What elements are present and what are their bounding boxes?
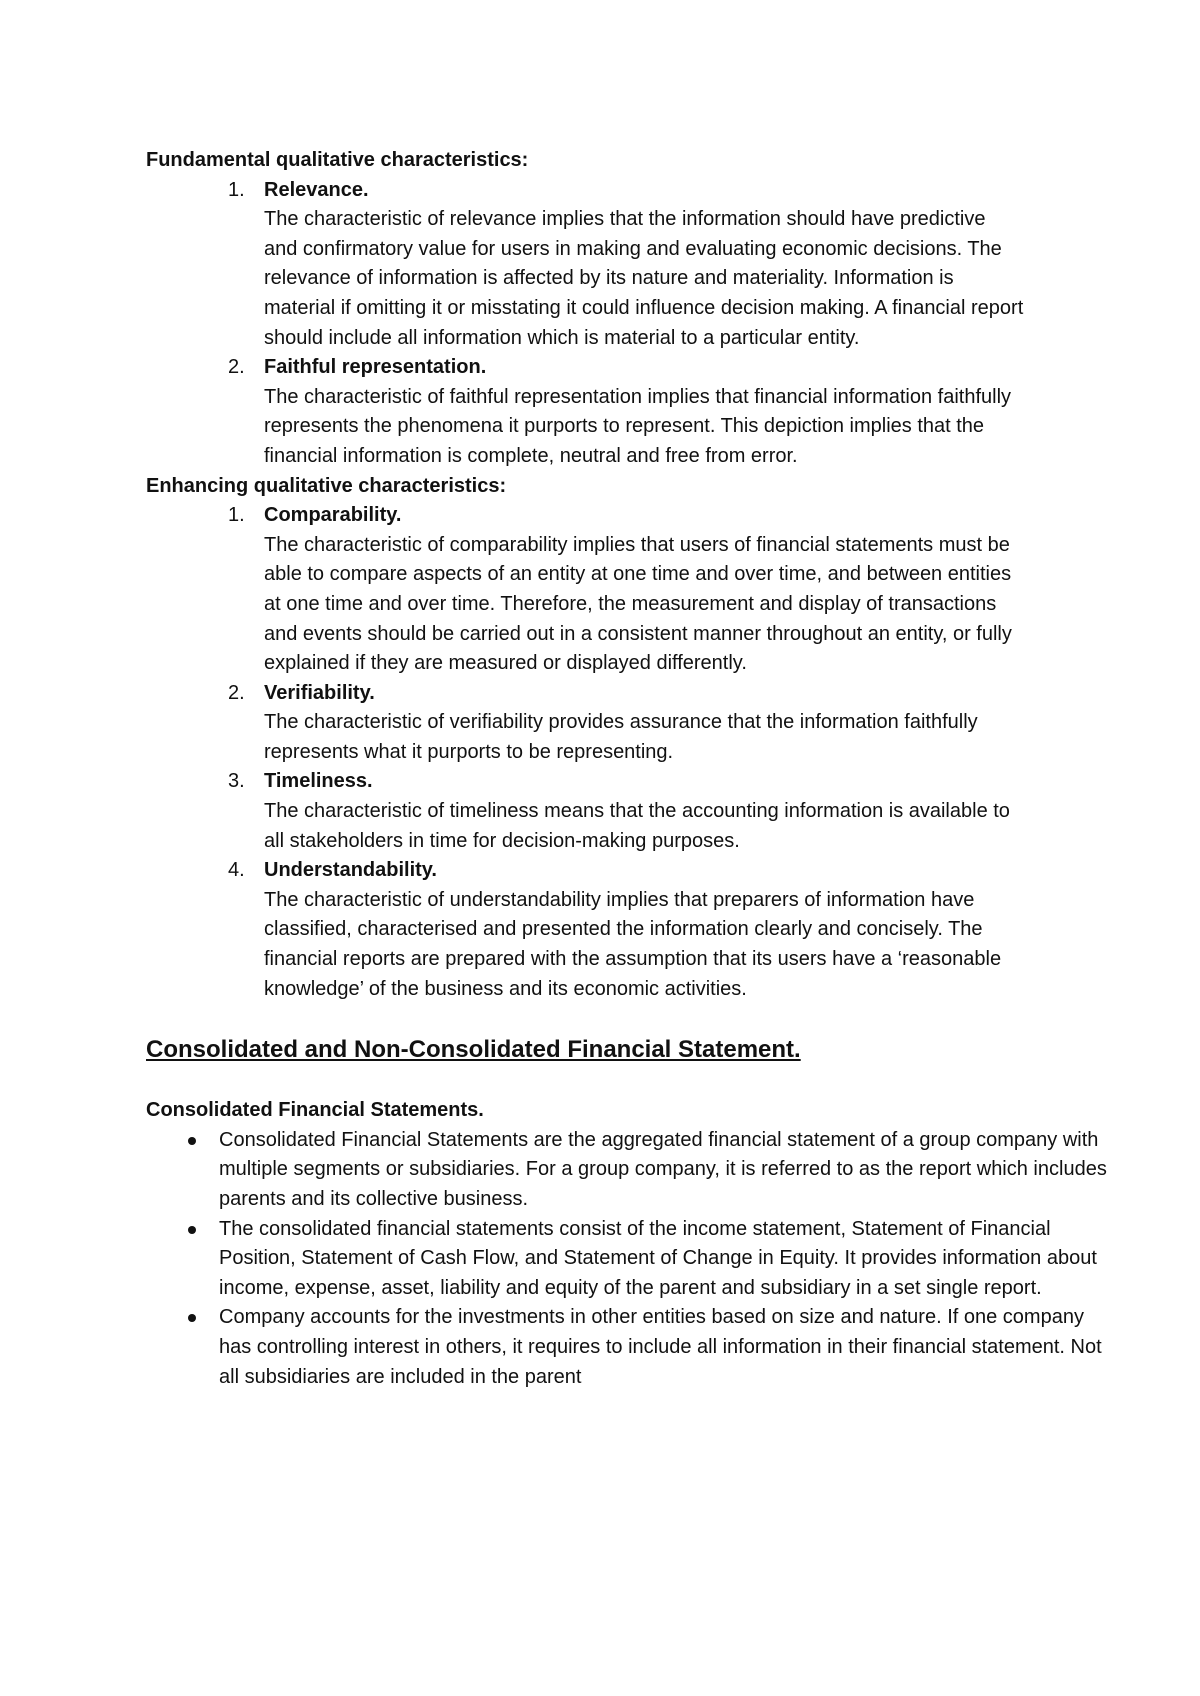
bullet-item	[146, 1126, 1119, 1215]
enhancing-heading: Enhancing qualitative characteristics:	[146, 474, 507, 497]
list-item-body: The characteristic of understandability implies that preparers of information have classified, characterised and presented the information clearly and concisely. The financial reports are prepared with the assumption that its users have a ‘reasonable knowledge’ of the business and its economic activities.	[264, 888, 1002, 1000]
bullet-icon	[188, 1314, 196, 1322]
list-item-number: 2.	[228, 356, 245, 379]
enhancing-list	[146, 501, 1086, 1004]
fundamental-heading: Fundamental qualitative characteristics:	[146, 149, 529, 171]
bullet-item	[146, 1303, 1119, 1392]
fundamental-list	[146, 176, 1086, 472]
list-item-number: 3.	[228, 770, 245, 793]
list-item-body: The characteristic of comparability implies that users of financial statements must be able to compare aspects of an entity at one time and over time, and between entities at one time and over time. Therefore, the measurement and display of transactions and events should be carried out in a consistent manner throughout an entity, or fully explained if they are measured or displayed differently.	[264, 533, 1012, 675]
list-item-body: The characteristic of timeliness means that the accounting information is available to all stakeholders in time for decision-making purposes.	[264, 800, 1010, 852]
list-item-title: Timeliness.	[264, 770, 373, 793]
list-item	[146, 679, 1086, 768]
list-item-number: 1.	[228, 178, 245, 201]
list-item-title: Faithful representation.	[264, 356, 487, 379]
bullet-text: Consolidated Financial Statements are the aggregated financial statement of a group company with multiple segments or subsidiaries. For a group company, it is referred to as the report which includes parents and its collective business.	[219, 1128, 1107, 1210]
list-item	[146, 176, 1086, 354]
bullet-icon	[188, 1137, 196, 1145]
list-item-body: The characteristic of relevance implies that the information should have predictive and confirmatory value for users in making and evaluating economic decisions. The relevance of information is affected by its nature and materiality. Information is material if omitting it or misstating it could influence decision making. A financial report should include all information which is material to a particular entity.	[264, 208, 1024, 349]
consolidated-heading: Consolidated Financial Statements.	[146, 1099, 484, 1122]
list-item-body: The characteristic of verifiability provides assurance that the information faithfully represents what it purports to be representing.	[264, 711, 978, 763]
document-content	[146, 146, 1107, 1392]
section-title: Consolidated and Non-Consolidated Financial Statement.	[146, 1036, 801, 1064]
list-item-title: Relevance.	[264, 178, 369, 201]
list-item-number: 1.	[228, 504, 245, 527]
list-item-number: 4.	[228, 859, 245, 882]
list-item-body: The characteristic of faithful representation implies that financial information faithfully represents the phenomena it purports to represent. This depiction implies that the financial information is complete, neutral and free from error.	[264, 385, 1012, 467]
list-item-number: 2.	[228, 681, 245, 704]
list-item-title: Comparability.	[264, 504, 402, 527]
list-item-title: Verifiability.	[264, 681, 375, 704]
consolidated-bullet-list	[146, 1126, 1107, 1392]
bullet-text: The consolidated financial statements consist of the income statement, Statement of Financial Position, Statement of Cash Flow, and Statement of Change in Equity. It provides information about income, expense, asset, liability and equity of the parent and subsidiary in a set single report.	[219, 1217, 1097, 1299]
list-item	[146, 856, 1086, 1004]
list-item-title: Understandability.	[264, 859, 437, 882]
list-item	[146, 501, 1086, 679]
bullet-icon	[188, 1226, 196, 1234]
bullet-item	[146, 1215, 1119, 1304]
list-item	[146, 353, 1086, 471]
bullet-text: Company accounts for the investments in other entities based on size and nature. If one company has controlling interest in others, it requires to include all information in their financial statement. Not all subsidiaries are included in the parent	[219, 1306, 1102, 1388]
list-item	[146, 767, 1086, 856]
